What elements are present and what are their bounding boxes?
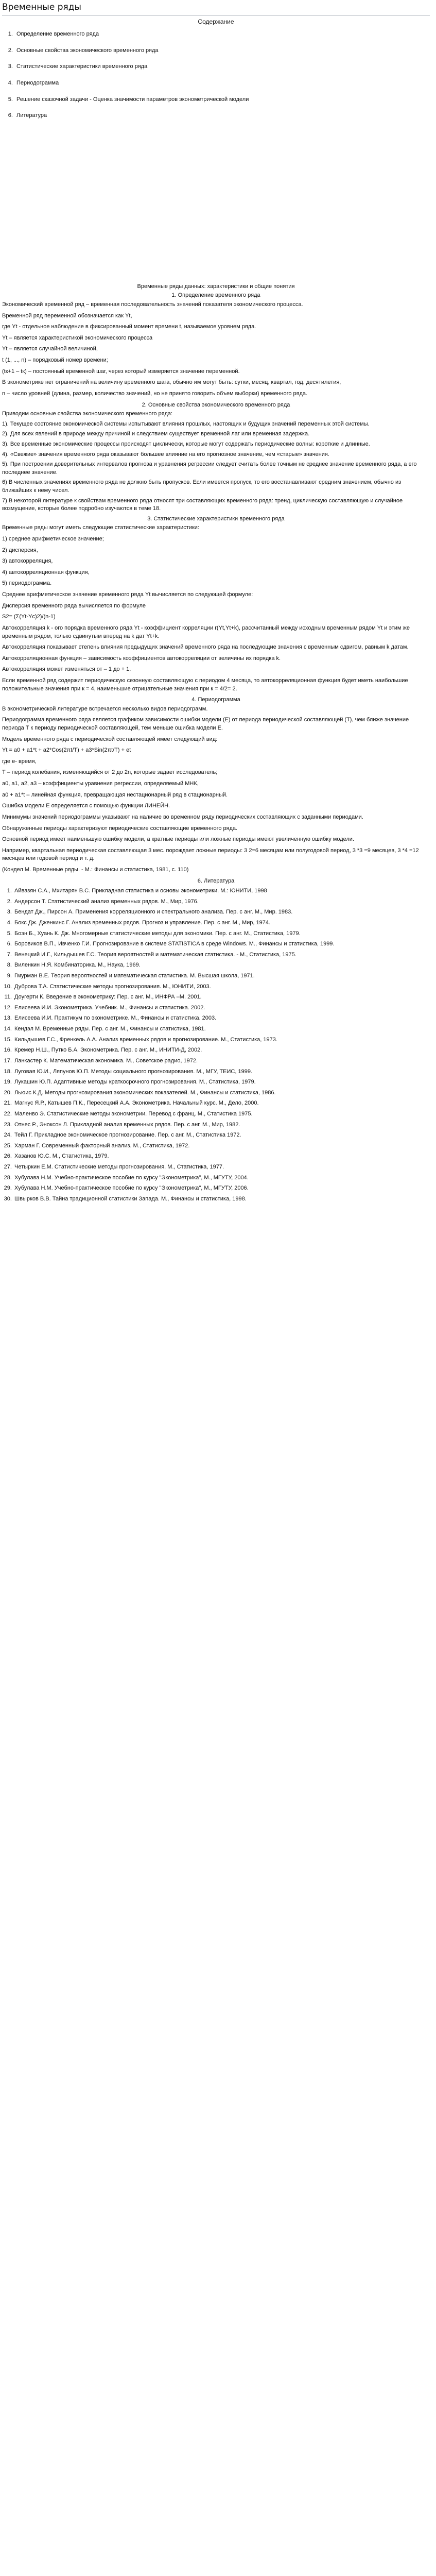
- literature-item: 4. Бокс Дж. Дженкинс Г. Анализ временных рядов. Прогноз и управление. Пер. с анг. М., Мир, 1974.: [13, 919, 430, 927]
- literature-item: 29. Хубулава Н.М. Учебно-практическое пособие по курсу "Эконометрика", М., МГУТУ, 2006.: [13, 1184, 430, 1193]
- literature-item: 20. Льюис К.Д. Методы прогнозирования экономических показателей. М., Финансы и статистика, 1986.: [13, 1089, 430, 1097]
- literature-item: 3. Бендат Дж., Пирсон А. Применения корреляционного и спектрального анализа. Пер. с анг. М., Мир. 1983.: [13, 908, 430, 917]
- paragraph: t (1, ..., n) – порядковый номер времени;: [2, 357, 108, 364]
- section-statistics: [2, 515, 430, 693]
- literature-item: 23. Отнес Р., Эноксон Л. Прикладной анализ временных рядов. Пер. с анг. М., Мир, 1982.: [13, 1121, 430, 1129]
- section-body: [2, 524, 430, 693]
- toc-item: 1. Определение временного ряда: [14, 30, 430, 39]
- table-of-contents: [2, 18, 430, 120]
- literature-item: 17. Ланкастер К. Математическая экономика. М., Советское радио, 1972.: [13, 1057, 430, 1065]
- paragraph: Периодограмма временного ряда является графиком зависимости ошибки модели (Е) от периода периодической составляющей (T), чем ближе значение периода T к периоду периодической составляющей, тем меньше ошибка модели Е.: [2, 717, 409, 732]
- paragraph: 7) В некоторой литературе к свойствам временного ряда относят три составляющих временного ряда: тренд, циклическую составляющую и случайное возмущение, которые более подробно изучаются в теме 18.: [2, 497, 403, 512]
- section-body: [2, 705, 430, 874]
- section-literature: [2, 877, 430, 1204]
- literature-item: 25. Харман Г. Современный факторный анализ. М., Статистика, 1972.: [13, 1142, 430, 1150]
- literature-item: 22. Маленво Э. Статистические методы эконометрии. Перевод с франц. М., Статистика 1975.: [13, 1110, 430, 1118]
- section-heading: 2. Основные свойства экономического временного ряда: [142, 401, 290, 408]
- literature-item: 28. Хубулава Н.М. Учебно-практическое пособие по курсу "Эконометрика", М., МГУТУ, 2004.: [13, 1174, 430, 1182]
- literature-item: 9. Гмурман В.Е. Теория вероятностей и математическая статистика. М. Высшая школа, 1971.: [13, 972, 430, 980]
- section-heading: 4. Периодограмма: [191, 697, 240, 703]
- paragraph: 1) среднее арифметическое значение;: [2, 536, 104, 543]
- literature-item: 30. Швырков В.В. Тайна традиционной статистики Запада. М., Финансы и статистика, 1998.: [13, 1195, 430, 1204]
- citation: (Кондел М. Временные ряды. - М.: Финансы и статистика, 1981, с. 110): [2, 866, 189, 873]
- paragraph: Автокорреляция показывает степень влияния предыдущих значений временного ряда на последующие значения с временным сдвигом, равным k датам.: [2, 644, 409, 651]
- formula: Yt = a0 + a1*t + a2*Cos(2πt/T) + a3*Sin(2πt/T) + et: [2, 747, 131, 754]
- section-heading: 6. Литература: [197, 877, 235, 884]
- toc-item: 6. Литература: [14, 112, 430, 120]
- section-body: [2, 410, 430, 513]
- toc-item: 5. Решение сказочной задачи - Оценка значимости параметров эконометрической модели: [14, 96, 430, 104]
- literature-item: 11. Доугерти К. Введение в эконометрику: Пер. с анг. М., ИНФРА –М. 2001.: [13, 993, 430, 1002]
- paragraph: Yt – является случайной величиной,: [2, 346, 98, 352]
- literature-item: 2. Андерсон Т. Статистический анализ временных рядов. М., Мир, 1976.: [13, 898, 430, 906]
- paragraph: 4). «Свежие» значения временного ряда оказывают большее влияние на его прогнозное значение, чем «старые» значения.: [2, 451, 329, 457]
- literature-item: 5. Боэн Б., Хуань К. Дж. Многомерные статистические методы для экономики. Пер. с анг. М., Статистика, 1979.: [13, 930, 430, 938]
- paragraph: 2). Для всех явлений в природе между причиной и следствием существует временной лаг или временная задержка.: [2, 431, 310, 437]
- toc-item: 3. Статистические характеристики временного ряда: [14, 63, 430, 71]
- paragraph: 3) автокорреляция,: [2, 558, 53, 565]
- paragraph: 3). Все временные экономические процессы происходят циклически, которые могут содержать периодические волны: короткие и длинные.: [2, 440, 370, 447]
- paragraph: 6) В численных значениях временного ряда не должно быть пропусков. Если имеется пропуск, то его восстанавливают средним значением, обычно из ближайших к нему чисел.: [2, 479, 402, 494]
- paragraph: В эконометрике нет ограничений на величину временного шага, обычно им могут быть: сутки, месяц, квартал, год, десятилетия,: [2, 379, 341, 386]
- section-body: [2, 301, 430, 398]
- literature-item: 10. Дуброва Т.А. Статистические методы прогнозирования. М., ЮНИТИ, 2003.: [13, 983, 430, 991]
- document-page: [0, 0, 432, 1206]
- literature-item: 6. Боровиков В.П., Ивченко Г.И. Прогнозирование в системе STATISTICA в среде Windows. М., Финансы и статистика, 1999.: [13, 940, 430, 948]
- paragraph: Приводим основные свойства экономического временного ряда:: [2, 411, 173, 417]
- paragraph: В эконометрической литературе встречается несколько видов периодограмм.: [2, 705, 208, 712]
- paragraph: Основной период имеет наименьшую ошибку модели, а кратные периоды или ложные периоды имеют увеличенную ошибку модели.: [2, 836, 355, 843]
- section-heading: 1. Определение временного ряда: [171, 292, 260, 299]
- paragraph: где е- время,: [2, 758, 37, 765]
- toc-heading: Содержание: [198, 18, 234, 26]
- formula: S2= (Σ(Yt-Yc)2)/(n-1): [2, 614, 56, 620]
- literature-item: 12. Елисеева И.И. Эконометрика. Учебник. М., Финансы и статистика. 2002.: [13, 1004, 430, 1012]
- literature-item: 13. Елисеева И.И. Практикум по эконометрике. М., Финансы и статистика. 2003.: [13, 1014, 430, 1023]
- paragraph: n – число уровней (длина, размер, количество значений, но не принято говорить объем выборки) временного ряда.: [2, 390, 308, 397]
- page-title: Временные ряды: [2, 1, 430, 15]
- paragraph: 5). При построении доверительных интервалов прогноза и уравнения регрессии следует считать более точным не среднее значение временного ряда, а его последнее значение.: [2, 461, 417, 476]
- literature-item: 26. Хазанов Ю.С. М., Статистика, 1979.: [13, 1153, 430, 1161]
- paragraph: Автокорреляционная функция – зависимость коэффициентов автокорреляции от величины их порядка k.: [2, 655, 281, 662]
- paragraph: 5) периодограмма.: [2, 580, 52, 587]
- main-heading: Временные ряды данных: характеристики и общие понятия: [137, 283, 295, 290]
- literature-item: 8. Виленкин Н.Я. Комбинаторика. М., Наука, 1969.: [13, 961, 430, 970]
- paragraph: Модель временного ряда с периодической составляющей имеет следующий вид:: [2, 736, 218, 742]
- paragraph: Дисперсия временного ряда вычисляется по формуле: [2, 602, 146, 609]
- section-definition: [2, 292, 430, 398]
- toc-item: 2. Основные свойства экономического временного ряда: [14, 47, 430, 55]
- paragraph: Экономический временной ряд – временная последовательность значений показателя экономического процесса.: [2, 301, 303, 308]
- literature-item: 14. Кендэл М. Временные ряды. Пер. с анг. М., Финансы и статистика, 1981.: [13, 1025, 430, 1033]
- section-periodogram: [2, 696, 430, 874]
- literature-item: 16. Кремер Н.Ш., Путко Б.А. Эконометрика. Пер. с анг. М., ИНИТИ-Д, 2002.: [13, 1046, 430, 1055]
- paragraph: Например, квартальная периодическая составляющая 3 мес. порождает ложные периоды: 3 2=6 месяцам или полугодовой период, 3 *3 =9 месяцев, 3 *4 =12 месяцев или годовой период и т. д.: [2, 847, 419, 862]
- paragraph: Временные ряды могут иметь следующие статистические характеристики:: [2, 524, 200, 531]
- paragraph: 4) автокорреляционная функция,: [2, 569, 90, 575]
- page-break-space: [2, 128, 430, 283]
- paragraph: Временной ряд переменной обозначается как Yt,: [2, 312, 132, 319]
- literature-list: [2, 887, 430, 1203]
- literature-item: 15. Кильдышев Г.С., Френкель А.А. Анализ временных рядов и прогнозирование. М., Статистика, 1973.: [13, 1036, 430, 1044]
- literature-item: 27. Четыркин Е.М. Статистические методы прогнозирования. М., Статистика, 1977.: [13, 1163, 430, 1172]
- paragraph: Если временной ряд содержит периодическую сезонную составляющую с периодом 4 месяца, то автокорреляционная функция будет иметь наибольшие положительные значения при к = 4, наименьшие отрицательные значения при к = 4/2= 2.: [2, 677, 408, 692]
- literature-item: 19. Лукашин Ю.П. Адаптивные методы краткосрочного прогнозирования. М., Статистика, 1979.: [13, 1078, 430, 1087]
- paragraph: 1). Текущее состояние экономической системы испытывают влияния прошлых, настоящих и будущих значений переменных этой системы.: [2, 420, 370, 427]
- paragraph: a0 + a1*t – линейная функция, превращающая нестационарный ряд в стационарный.: [2, 791, 228, 798]
- literature-item: 24. Тейл Г. Прикладное экономическое прогнозирование. Пер. с анг. М., Статистика 1972.: [13, 1131, 430, 1140]
- paragraph: где Yt - отдельное наблюдение в фиксированный момент времени t, называемое уровнем ряда.: [2, 324, 256, 330]
- section-properties: [2, 401, 430, 513]
- paragraph: Среднее арифметическое значение временного ряда Yt вычисляется по следующей формуле:: [2, 591, 253, 598]
- literature-item: 7. Венецкий И.Г., Кильдышев Г.С. Теория вероятностей и математическая статистика. - М., Статистика, 1975.: [13, 951, 430, 959]
- paragraph: a0, a1, a2, a3 – коэффициенты уравнения регрессии, определяемый МНК,: [2, 781, 199, 787]
- paragraph: Автокорреляция может изменяться от – 1 до + 1.: [2, 666, 131, 673]
- toc-item: 4. Периодограмма: [14, 79, 430, 88]
- paragraph: Автокорреляция k - ого порядка временного ряда Yt - коэффициент корреляции r(Yt,Yt+k), рассчитанный между исходным временным рядом Yt и этим же временным рядом, только сдвинутым вперед на k дат Yt+k.: [2, 624, 410, 639]
- literature-item: 1. Айвазян С.А., Мхитарян В.С. Прикладная статистика и основы эконометрики. М.: ЮНИТИ, 1998: [13, 887, 430, 895]
- paragraph: Yt – является характеристикой экономического процесса: [2, 334, 153, 341]
- paragraph: Ошибка модели Е определяется с помощью функции ЛИНЕЙН.: [2, 803, 170, 809]
- paragraph: T – период колебания, изменяющийся от 2 до 2n, которые задает исследователь;: [2, 769, 218, 776]
- toc-list: [2, 30, 430, 120]
- paragraph: Минимумы значений периодограммы указывают на наличие во временном ряду периодических составляющих с заданными периодами.: [2, 814, 363, 820]
- paragraph: 2) дисперсия,: [2, 547, 38, 553]
- literature-item: 21. Магнус Я.Р., Катышев П.К., Пересецкий А.А. Эконометрика. Начальный курс. М., Дело, 2000.: [13, 1099, 430, 1108]
- paragraph: Обнаруженные периоды характеризуют периодические составляющие временного ряда.: [2, 825, 238, 832]
- paragraph: (tк+1 – tк) – постоянный временной шаг, через который измеряется значение переменной.: [2, 368, 240, 375]
- section-heading: 3. Статистические характеристики временного ряда: [147, 515, 285, 522]
- literature-item: 18. Луговая Ю.И., Ляпунов Ю.П. Методы социального прогнозирования. М., МГУ, ТЕИС, 1999.: [13, 1068, 430, 1076]
